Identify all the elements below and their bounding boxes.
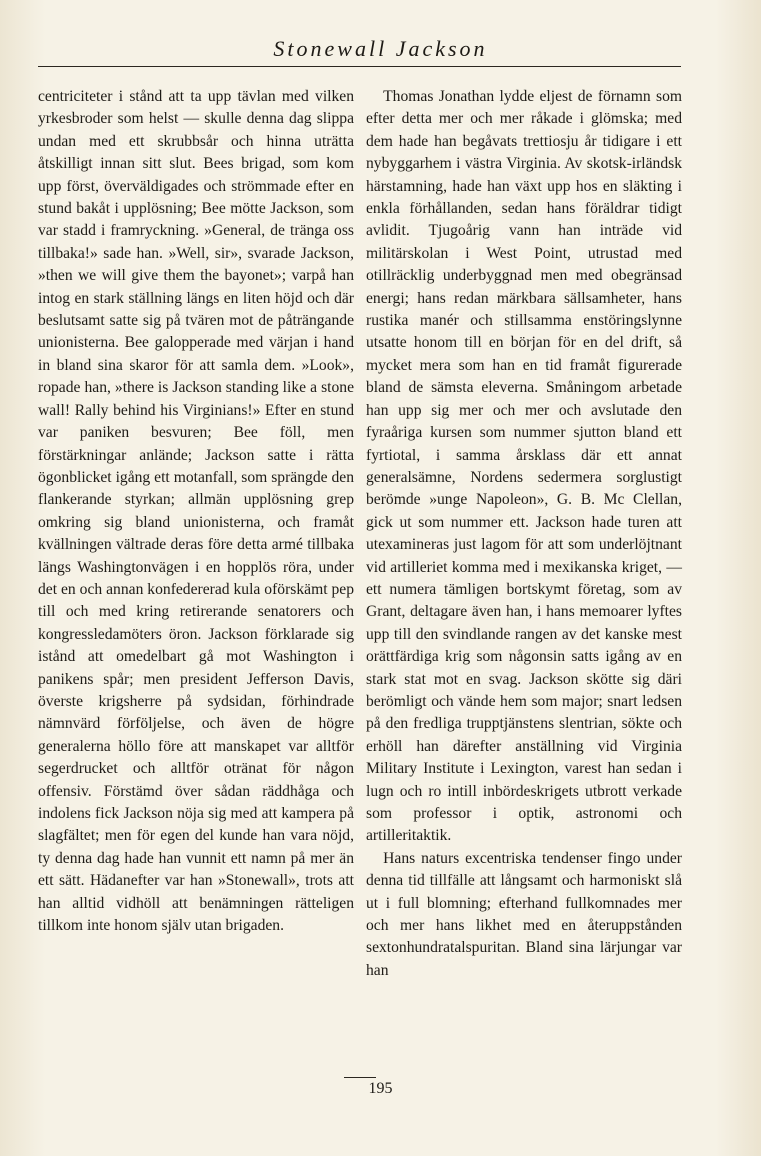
running-header-title: Stonewall Jackson — [273, 36, 488, 61]
right-column-paragraph-1: Thomas Jonathan lydde eljest de förnamn som efter detta mer och mer råkade i glömska; med dem hade han begåvats trettiosju år tidigare i ett nybyggarhem i västra Virginia. Av skotsk-irländsk härstamning, hade han växt upp hos en släkting i enkla förhållanden, sedan hans föräldrar tidigt avlidit. Tjugoårig vann han inträde vid militärskolan i West Point, utrustad med otillräcklig underbyggnad men med obegränsad energi; hans redan märkbara sällsamheter, hans rustika manér och stillsamma enstöringslynne utsatte honom till en början för en del drift, så mycket mera som han en tid framåt figurerade bland de sämsta eleverna. Småningom arbetade han upp sig mer och mer och avslutade den fyraåriga kursen som nummer sjutton bland ett fyrtiotal, i samma årsklass där ett annat generalsämne, Nordens sedermera sorglustigt berömde »unge Napoleon», G. B. Mc Clellan, gick ut som nummer ett. Jackson hade turen att utexamineras just lagom för att som underlöjtnant vid artilleriet komma med i mexikanska kriget, — ett numera tämligen bortskymt företag, som av Grant, deltagare även han, i hans memoarer lyftes upp till den svindlande rangen av det kanske mest orättfärdiga krig som någonsin satts igång av en stark stat mot en svag. Jackson skötte sig däri berömligt och vände hem som major; snart ledsen på den fredliga trupptjänstens slentrian, sökte och erhöll han därefter anställning vid Virginia Military Institute i Lexington, varest han sedan i lugn och ro intill inbördeskrigets utbrott verkade som professor i optik, astronomi och artilleritaktik. — [366, 88, 682, 845]
right-column — [366, 86, 682, 982]
right-column-paragraph-2: Hans naturs excentriska tendenser fingo under denna tid tillfälle att långsamt och harmoniskt slå ut i full blomning; efterhand fullkomnades mer och mer hans likhet med en återuppstånden sextonhundratalspuritan. Bland sina lärjungar var han — [366, 849, 682, 979]
left-column — [38, 86, 354, 937]
page-number: 195 — [368, 1080, 393, 1097]
left-column-paragraph: centriciteter i stånd att ta upp tävlan med vilken yrkesbroder som helst — skulle denna dag slippa undan med ett skrubbsår och hinna uträtta åtskilligt innan sitt slut. Bees brigad, som kom upp först, överväldigades och strömmade efter en stund bakåt i upplösning; Bee mötte Jackson, som var stadd i framryckning. »General, de tränga oss tillbaka!» sade han. »Well, sir», svarade Jackson, »then we will give them the bayonet»; varpå han intog en stark ställning längs en liten höjd och där beslutsamt satte sig på tvären mot de påträngande unionisterna. Bee galopperade med värjan i hand in bland sina skaror för att samla dem. »Look», ropade han, »there is Jackson standing like a stone wall! Rally behind his Virginians!» Efter en stund var paniken besvuren; Bee föll, men förstärkningar anlände; Jackson satte i rätta ögonblicket igång ett motanfall, som sprängde den flankerande styrkan; allmän upplösning grep omkring sig bland unionisterna, och framåt kvällningen vältrade deras före detta armé tillbaka längs Washingtonvägen i en hopplös röra, under det en och annan konfedererad kula oförskämt pep till och med kring retirerande senatorers och kongressledamöters öron. Jackson förklarade sig istånd att omedelbart gå mot Washington i panikens spår; men president Jefferson Davis, överste krigsherre på sydsidan, förhindrade nämnvärd förföljelse, och även de högre generalerna höllo före att manskapet var alltför segerdrucket och alltför otränat för någon offensiv. Förstämd över sådan räddhåga och indolens fick Jackson nöja sig med att kampera på slagfältet; men för egen del kunde han vara nöjd, ty denna dag hade han vunnit ett namn på mer än ett sätt. Hädanefter var han »Stonewall», trots att han alltid vidhöll att benämningen rätteligen tillkom inte honom själv utan brigaden. — [38, 88, 354, 935]
page-number-rule — [344, 1077, 376, 1078]
header-rule — [38, 66, 681, 67]
